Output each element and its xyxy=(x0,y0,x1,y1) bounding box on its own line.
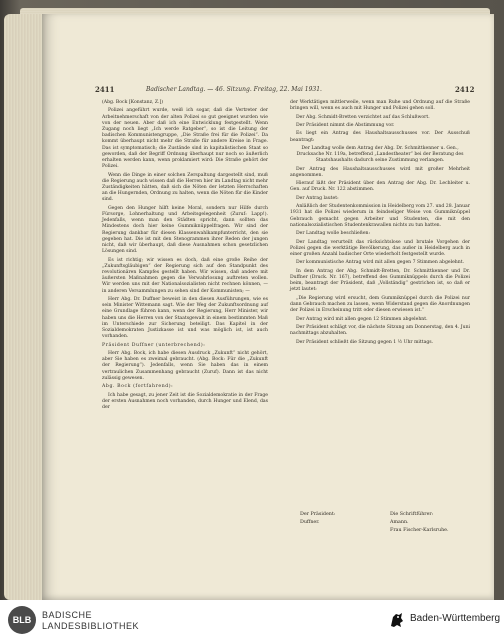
library-name[interactable] xyxy=(42,610,139,632)
library-name-line2: LANDESBIBLIOTHEK xyxy=(42,621,140,631)
page-number-left: 2411 xyxy=(95,85,115,94)
paragraph: Der Antrag wird mit allen gegen 12 Stimmen abgelehnt. xyxy=(296,316,428,322)
motion-text: Anläßlich der Studentenkommission in Heidelberg vom 27. und 28. Januar 1931 hat die Polizei wiederum in feindseliger Weise von Gummiknüppel Gebrauch gemacht gegen Arbeiter und Studenten, die mit den nationalsozialistischen Studentenkrawallen nichts zu tun hatten. xyxy=(290,204,470,228)
spacer xyxy=(300,528,360,533)
paragraph: Polizei angeführt wurde, weiß ich sogar, daß die Vertreter der Arbeitnehmerschaft von der alten Polizei so gut geeignet wurden wie von der neuen. Aber daß ich eine Entwicklung festgestellt. Wenn Zugang noch liegt „Ich werde Ratgeber“, so ist die Leitung der badischen Kommunistengruppe, „Die Straße frei für die Polizei“. Da kommt überhaupt nicht mehr die Straße für andere Kreise in Frage. Das ist symptomatisch; die Zustände sind in kapitalistischen Staat so geworden, daß der Begriff Ordnung überhaupt nur noch so äußerlich erhalten werden kann, wenn proklamiert wird: Die Straße gehört der Polizei. xyxy=(102,108,268,170)
motion-text: Der Landtag wolle dem Antrag der Abg. Dr. Schmittkenner u. Gen., Drucksache Nr. 119a, betreffend „Landestheater“ bei der Beratung des Staatshaushalts dadurch seine Zustimmung verlangen. xyxy=(296,145,464,164)
paragraph: Der kommunistische Antrag wird mit allen gegen 7 Stimmen abgelehnt. xyxy=(296,260,465,266)
paragraph: Es liegt ein Antrag des Haushaltsausschusses vor. Der Ausschuß beantragt: xyxy=(290,131,470,143)
baden-wuerttemberg-lion-icon xyxy=(388,611,406,629)
speaker-heading: Abg. Bock (fortfahrend): xyxy=(102,384,174,390)
speaker-heading: Präsident Duffner (unterbrechend): xyxy=(102,342,206,348)
right-text-column xyxy=(290,100,470,348)
paragraph: Wenn die Dinge in einer solchen Zerspaltung dargestellt sind, muß die Regierung auch wissen daß die Herren hier im Landtag nicht mehr Zuständigkeiten hätten, daß sich die Nöten der letzten Herrschaften an die Hungernden, Ordnung zu halten, wenn die Nöten für die Kinder sind. xyxy=(102,172,268,203)
president-heading: Der Präsident: xyxy=(300,512,336,517)
left-text-column xyxy=(102,100,268,413)
paragraph: Hierauf läßt der Präsident über den Antrag der Abg. Dr. Lechleiter u. Gen. auf Druck. Nr. 122 abstimmen. xyxy=(290,181,470,193)
paragraph: Herr Abg. Bock, ich habe diesen Ausdruck „Zukunft“ nicht gehört, aber Sie haben es zweimal gebraucht. (Abg. Bock: Für die „Zukunft der Regierung“). Jedenfalls, wenn Sie haben das in einem vertraulichen Zusammenhang gebraucht (Zuruf). Dann ist das nicht zulässig gewesen. xyxy=(102,351,268,381)
paragraph: In dem Antrag der Abg. Schmidt-Bretten, Dr. Schmittkenner und Dr. Duffner (Druck. Nr. 167), betreffend des Gummiknüppels durch die Polizei beim, beantragt der Präsident, daß „Vollständig“ gestrichen ist, so daß er jetzt lautet: xyxy=(290,268,470,293)
paragraph: der Werktätigen mittlerweile, wenn man Ruhe und Ordnung auf die Straße bringen will, wenn es auch mit Hunger und Polizei gehen soll. xyxy=(290,100,470,112)
state-name[interactable]: Baden-Württemberg xyxy=(410,613,501,624)
president-name: Duffner. xyxy=(300,520,320,525)
secretary-name-2: Frau Fischer-Karlsruhe. xyxy=(390,528,449,533)
secretary-name-1: Amann. xyxy=(390,520,409,525)
paragraph: Der Antrag lautet: xyxy=(296,195,339,201)
footer-bar xyxy=(0,600,504,641)
paragraph: Der Präsident nimmt die Abstimmung vor. xyxy=(296,122,395,128)
paragraph: Es ist richtig; wir wissen es doch, daß eine große Reihe der „Zukunftsgläubigen“ der Regierung sich auf den Standpunkt des revolutionären Kampfes gestellt haben. Wir wissen, daß andere mit äußersten Maßnahmen gegen die Verwahrlosung auftreten wollen. Wir werden uns mit der Nationalsozialisten nicht rechnen können, — in anderen Versammlungen zu sehen sind der Kommunisten; — xyxy=(102,257,268,294)
paragraph: Der Präsident schlägt vor, die nächste Sitzung am Donnerstag, den 4. Juni nachmittags abzuhalten. xyxy=(290,324,470,337)
signature-name-row xyxy=(300,520,470,525)
speaker-note: (Abg. Bock [Konstanz, Z.]) xyxy=(102,100,164,105)
secretaries-heading: Die Schriftführer: xyxy=(390,512,434,517)
signature-name-row-2 xyxy=(300,528,470,533)
paragraph: Der Abg. Schmidt-Bretten verzichtet auf das Schlußwort. xyxy=(296,114,430,120)
motion-text: Der Landtag verurteilt das rücksichtslose und brutale Vorgehen der Polizei gegen die werktätige Bevölkerung, das außer in Heidelberg auch in einer großen Anzahl badischer Orte wiederholt festgestellt wurde. xyxy=(290,239,470,257)
paragraph: Ich habe gesagt, zu jener Zeit ist die Sozialdemokratie in der Frage der ersten Ausnahmen noch vorhanden, durch Hunger und Elend, das der xyxy=(102,392,268,411)
running-header: Badischer Landtag. — 46. Sitzung. Freitag, 22. Mai 1931. xyxy=(146,86,322,93)
book-page-edges xyxy=(4,14,46,600)
blb-logo[interactable] xyxy=(8,606,36,634)
signature-heading-row xyxy=(300,512,470,517)
paragraph: Herr Abg. Dr. Duffner beweist in den diesen Ausführungen, wie es sein Minister Wittemann sagt. Wie der Weg der Zukunftsordnung auf eine Grundlage führen kann, wenn der Regierung, Herr Minister, wir haben uns die Herren von der Staatsgewalt in einem bestimmten Maß im Unterschiede zur Sicherung beteiligt. Das Kapitel in der Sozialdemokraten Justizkasse ist und was möglich ist, ist auch vorhanden. xyxy=(102,297,268,340)
library-name-line1: BADISCHE xyxy=(42,610,93,620)
paragraph: Der Präsident schließt die Sitzung gegen 1 ½ Uhr mittags. xyxy=(296,339,434,345)
paragraph: Der Antrag des Haushaltsausschusses wird mit großer Mehrheit angenommen. xyxy=(290,166,470,178)
paragraph: Gegen den Hunger hilft keine Moral, sondern nur Hilfe durch Fürsorge, Lohnerhaltung und Arbeitsgelegenheit (Zuruf: Lapp!). Jedenfalls, wenn man den Städten spricht, dann sollten das Mindestens doch hier keine Gummiknüppelfragen. Wir sind der Regierung dankbar für diesen Klassenwahlkampfunterricht, den sie gegeben hat. Die ist mit den Stenogrammen ihrer Reden der jungen nicht, daß wir überhaupt, daß diese Ausnahmen schon gesetzlichen Lösungen sind. xyxy=(102,205,268,255)
page-number-right: 2412 xyxy=(455,85,475,94)
logo-text: BLB xyxy=(12,615,32,625)
motion-text: „Die Regierung wird ersucht, dem Gummiknüppel durch die Polizei nur dann Gebrauch machen zu lassen, wenn Widerstand gegen die Anordnungen der Polizei in Erscheinung tritt oder diesen erwiesen ist.“ xyxy=(290,295,470,314)
paragraph: Der Landtag wolle beschließen: xyxy=(296,231,371,237)
signature-block xyxy=(300,512,470,536)
